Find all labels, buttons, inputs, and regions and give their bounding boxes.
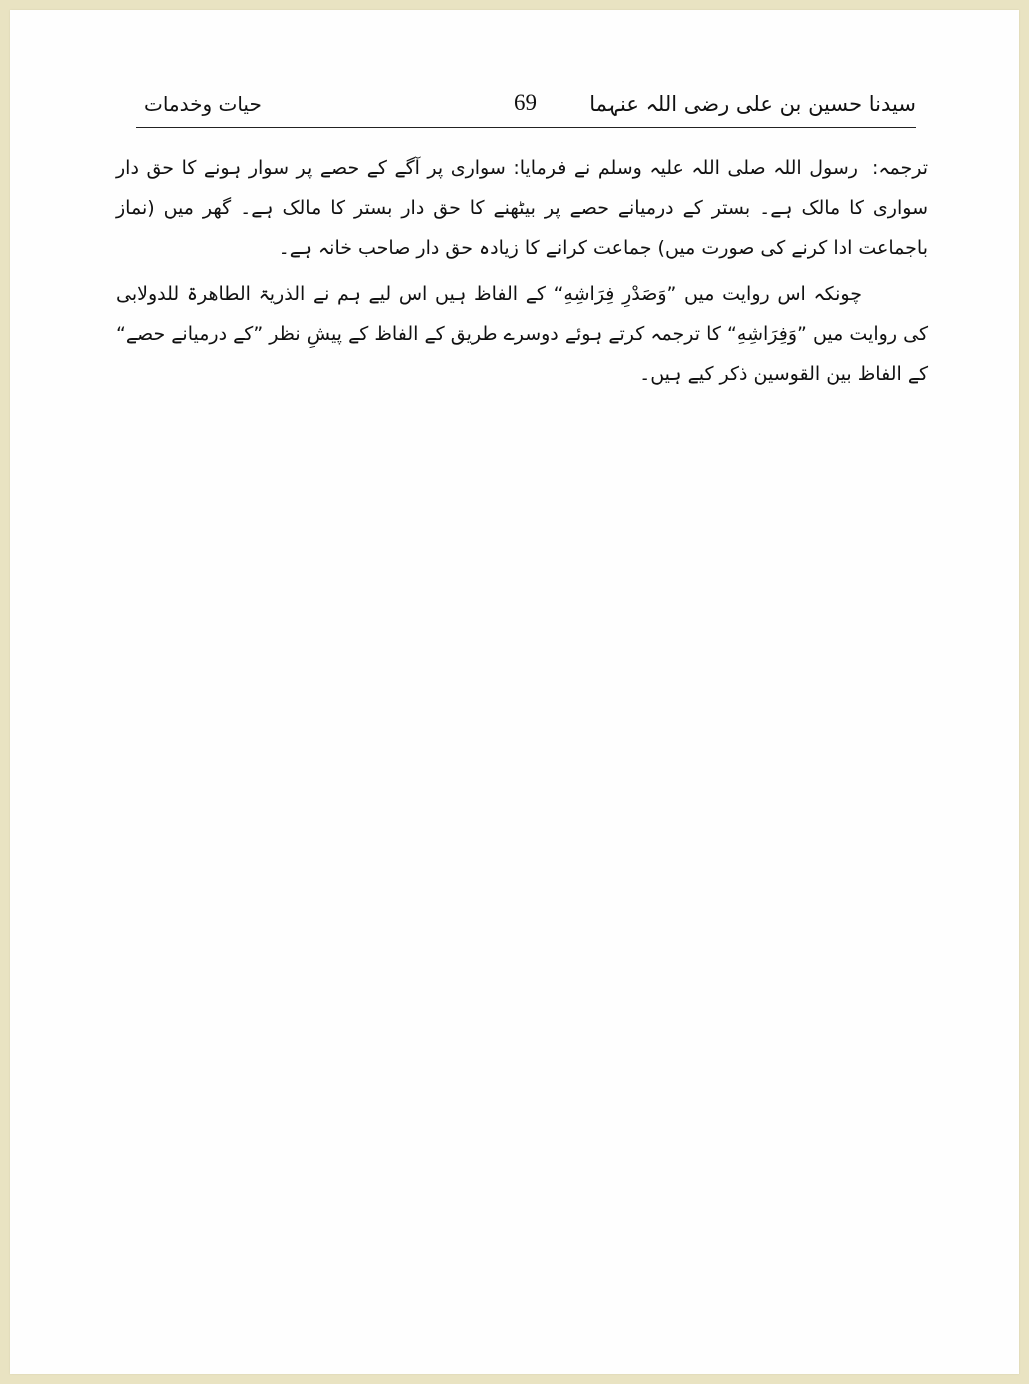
translation-label: ترجمہ:	[871, 157, 928, 179]
translation-paragraph	[116, 148, 928, 268]
translation-text: رسول اللہ صلی اللہ علیہ وسلم نے فرمایا: سواری پر آگے کے حصے پر سوار ہونے کا حق دار سواری کا مالک ہے۔ بستر کے درمیانے حصے پر بیٹھنے کا حق دار بستر کا مالک ہے۔ گھر میں (نماز باجماعت ادا کرنے کی صورت میں) جماعت کرانے کا زیادہ حق دار صاحب خانہ ہے۔	[116, 157, 928, 259]
book-title: سیدنا حسین بن علی رضی اللہ عنہما	[589, 92, 916, 116]
chapter-title: حیات وخدمات	[144, 92, 262, 116]
note-paragraph	[116, 274, 928, 394]
page-number: 69	[514, 90, 537, 115]
page	[10, 10, 1019, 1374]
body-text	[116, 148, 928, 400]
note-text: چونکہ اس روایت میں ”وَصَدْرِ فِرَاشِهِ“ کے الفاظ ہیں اس لیے ہم نے الذریۃ الطاھرۃ للدولابی کی روایت میں ”وَفِرَاشِهِ“ کا ترجمہ کرتے ہوئے دوسرے طریق کے الفاظ کے پیشِ نظر ”کے درمیانے حصے“ کے الفاظ بین القوسین ذکر کیے ہیں۔	[116, 283, 928, 385]
header-divider	[136, 127, 916, 128]
page-header	[136, 88, 916, 128]
